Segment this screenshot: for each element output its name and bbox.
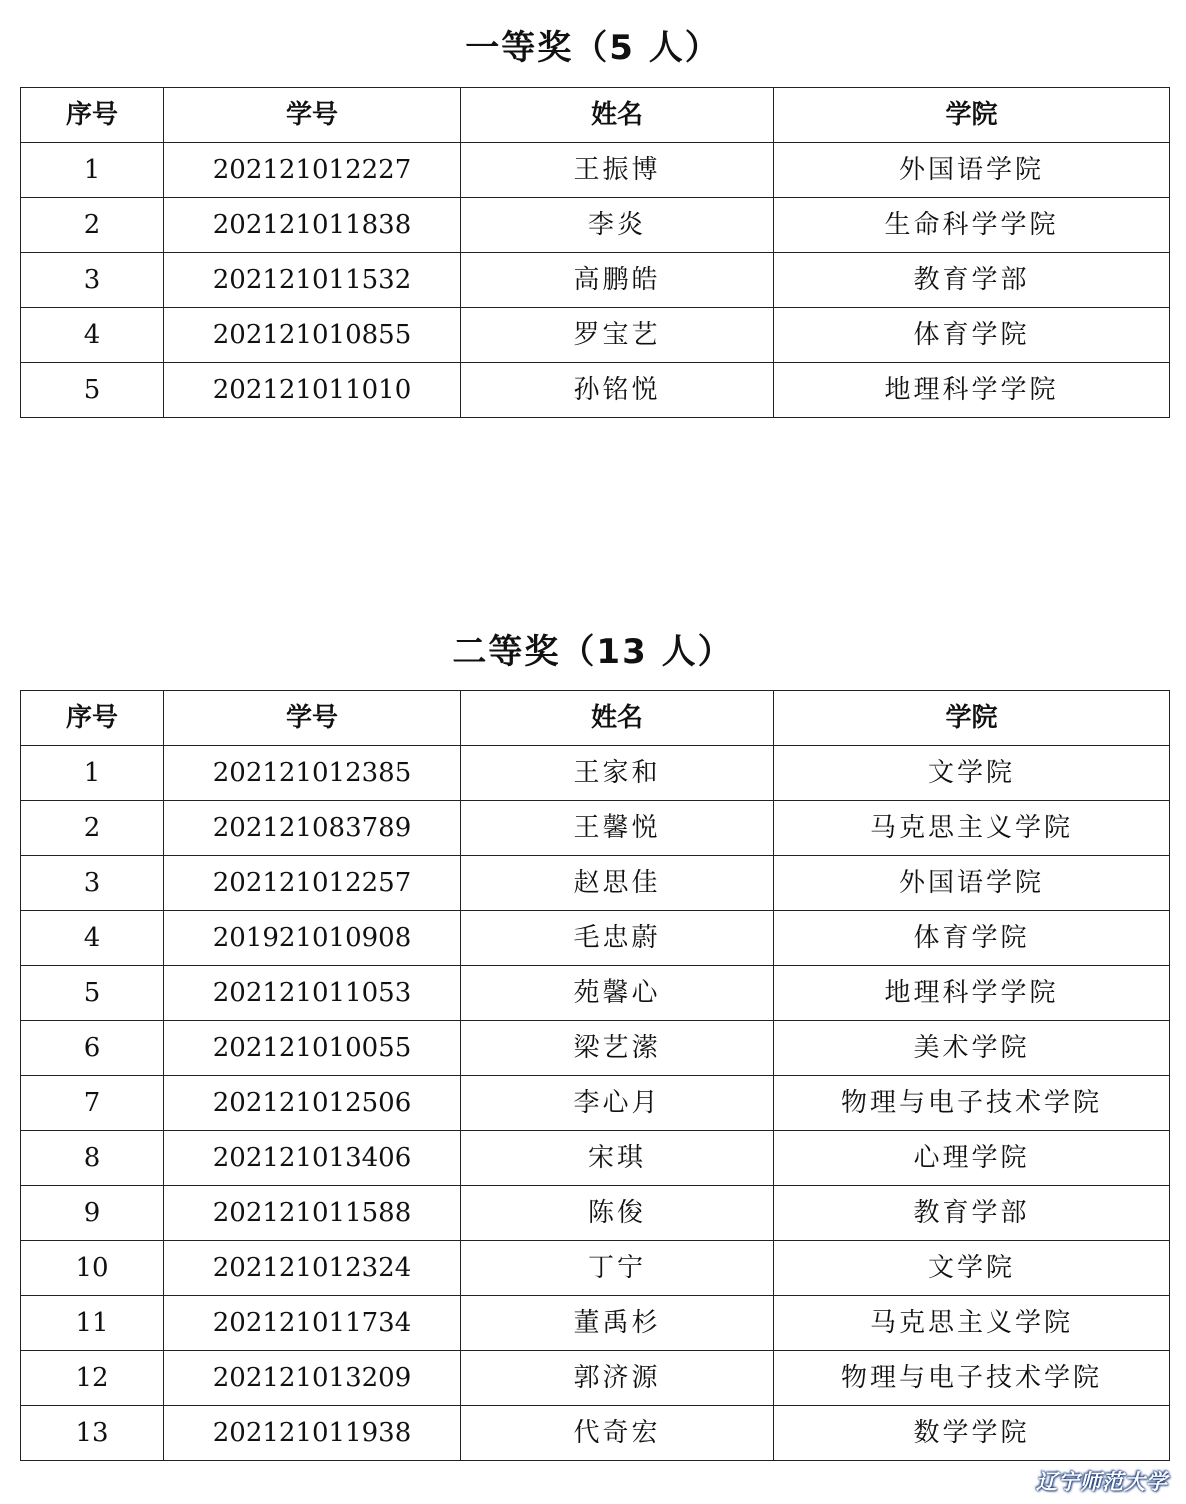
header-name: 姓名 [461,691,774,746]
cell-college: 文学院 [774,1241,1170,1296]
table-row [21,1351,1170,1406]
cell-seq: 8 [21,1131,164,1186]
cell-college: 体育学院 [774,308,1170,363]
second-prize-table [20,690,1170,1461]
cell-student-id: 202121012506 [164,1076,461,1131]
cell-college: 马克思主义学院 [774,1296,1170,1351]
cell-seq: 9 [21,1186,164,1241]
cell-student-id: 202121012227 [164,143,461,198]
cell-seq: 1 [21,746,164,801]
table-row [21,746,1170,801]
cell-name: 宋琪 [461,1131,774,1186]
cell-student-id: 202121013406 [164,1131,461,1186]
cell-seq: 3 [21,856,164,911]
cell-college: 教育学部 [774,253,1170,308]
header-seq: 序号 [21,88,164,143]
cell-seq: 11 [21,1296,164,1351]
cell-student-id: 202121011010 [164,363,461,418]
second-prize-title: 二等奖（13 人） [452,632,734,672]
cell-name: 董禹杉 [461,1296,774,1351]
cell-name: 李心月 [461,1076,774,1131]
cell-college: 文学院 [774,746,1170,801]
cell-name: 孙铭悦 [461,363,774,418]
first-prize-table [20,87,1170,418]
table-row [21,143,1170,198]
cell-college: 外国语学院 [774,143,1170,198]
cell-seq: 4 [21,911,164,966]
header-college: 学院 [774,691,1170,746]
header-student-id: 学号 [164,691,461,746]
cell-college: 物理与电子技术学院 [774,1351,1170,1406]
table-row [21,856,1170,911]
table-row [21,1076,1170,1131]
cell-student-id: 202121012385 [164,746,461,801]
cell-seq: 1 [21,143,164,198]
cell-name: 陈俊 [461,1186,774,1241]
cell-college: 体育学院 [774,911,1170,966]
table-row [21,1406,1170,1461]
table-header-row [21,691,1170,746]
table-row [21,363,1170,418]
cell-seq: 12 [21,1351,164,1406]
header-name: 姓名 [461,88,774,143]
cell-college: 生命科学学院 [774,198,1170,253]
cell-seq: 10 [21,1241,164,1296]
cell-college: 马克思主义学院 [774,801,1170,856]
table-row [21,1186,1170,1241]
cell-seq: 13 [21,1406,164,1461]
cell-college: 数学学院 [774,1406,1170,1461]
cell-seq: 7 [21,1076,164,1131]
table-row [21,1241,1170,1296]
cell-name: 王振博 [461,143,774,198]
cell-name: 赵思佳 [461,856,774,911]
cell-student-id: 202121083789 [164,801,461,856]
header-seq: 序号 [21,691,164,746]
table-row [21,911,1170,966]
cell-college: 美术学院 [774,1021,1170,1076]
cell-name: 毛忠蔚 [461,911,774,966]
table-row [21,966,1170,1021]
cell-name: 李炎 [461,198,774,253]
cell-name: 苑馨心 [461,966,774,1021]
cell-college: 外国语学院 [774,856,1170,911]
cell-seq: 5 [21,363,164,418]
cell-student-id: 202121013209 [164,1351,461,1406]
cell-name: 罗宝艺 [461,308,774,363]
cell-college: 心理学院 [774,1131,1170,1186]
cell-college: 物理与电子技术学院 [774,1076,1170,1131]
cell-seq: 3 [21,253,164,308]
cell-student-id: 202121011588 [164,1186,461,1241]
cell-seq: 2 [21,801,164,856]
table-row [21,198,1170,253]
table-header-row [21,88,1170,143]
cell-seq: 6 [21,1021,164,1076]
cell-seq: 4 [21,308,164,363]
header-student-id: 学号 [164,88,461,143]
university-watermark: 辽宁师范大学 [1036,1470,1168,1494]
cell-student-id: 202121010055 [164,1021,461,1076]
cell-student-id: 202121011838 [164,198,461,253]
cell-name: 王家和 [461,746,774,801]
cell-name: 代奇宏 [461,1406,774,1461]
cell-student-id: 202121011938 [164,1406,461,1461]
cell-name: 梁艺潆 [461,1021,774,1076]
cell-student-id: 202121011734 [164,1296,461,1351]
cell-name: 丁宁 [461,1241,774,1296]
cell-name: 郭济源 [461,1351,774,1406]
cell-student-id: 202121010855 [164,308,461,363]
table-row [21,1296,1170,1351]
header-college: 学院 [774,88,1170,143]
cell-student-id: 202121011532 [164,253,461,308]
table-row [21,253,1170,308]
cell-seq: 2 [21,198,164,253]
table-row [21,801,1170,856]
table-row [21,1131,1170,1186]
first-prize-title: 一等奖（5 人） [465,28,721,68]
cell-student-id: 202121011053 [164,966,461,1021]
cell-college: 地理科学学院 [774,363,1170,418]
cell-college: 地理科学学院 [774,966,1170,1021]
table-row [21,308,1170,363]
cell-college: 教育学部 [774,1186,1170,1241]
cell-student-id: 202121012257 [164,856,461,911]
cell-name: 王馨悦 [461,801,774,856]
cell-name: 高鹏皓 [461,253,774,308]
cell-seq: 5 [21,966,164,1021]
cell-student-id: 201921010908 [164,911,461,966]
table-row [21,1021,1170,1076]
cell-student-id: 202121012324 [164,1241,461,1296]
